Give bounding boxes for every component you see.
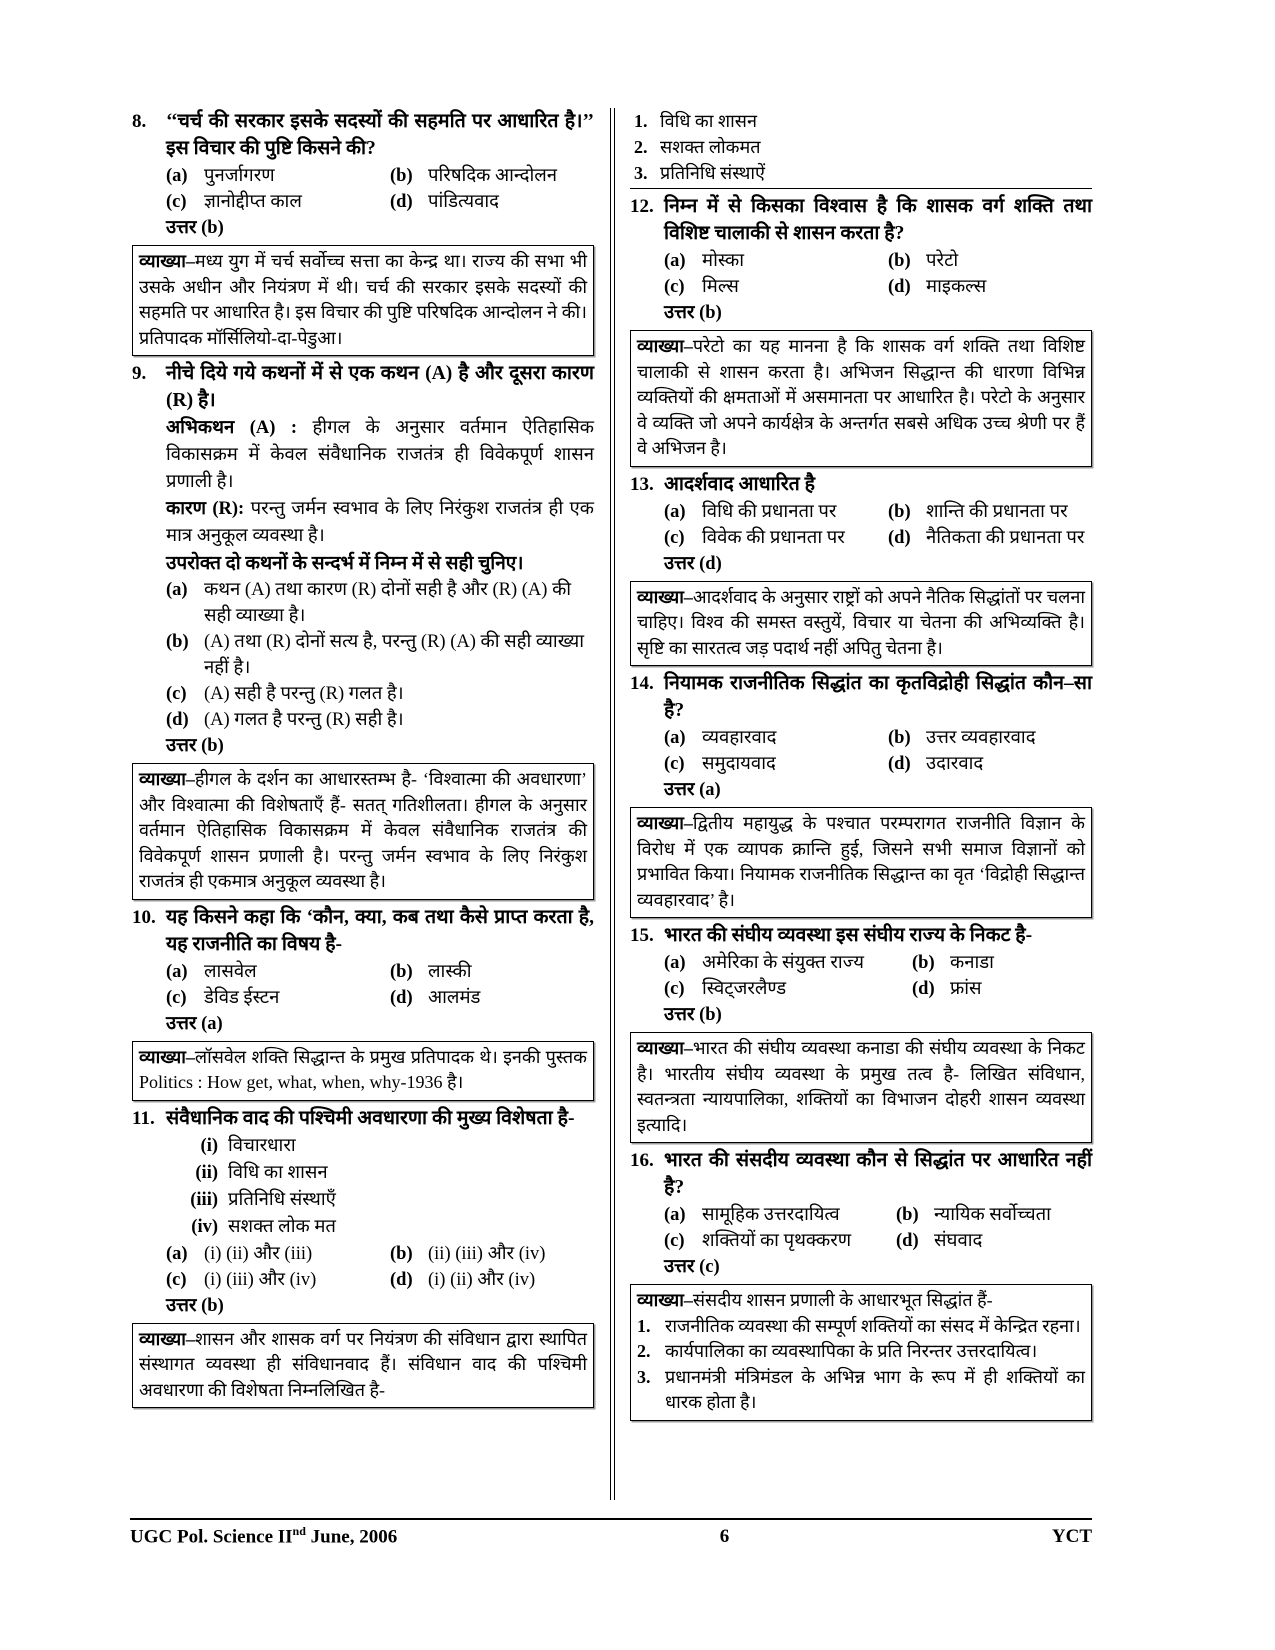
question-number: 12. (630, 196, 654, 217)
option-c[interactable] (166, 985, 390, 1011)
answer-label: उत्तर (166, 736, 197, 756)
option-row (664, 274, 1092, 300)
explanation-numbered-list (637, 1314, 1085, 1416)
option-text: स्विट्जरलैण्ड (702, 979, 787, 999)
option-a[interactable] (166, 1241, 390, 1267)
option-text: न्यायिक सर्वोच्चता (934, 1205, 1051, 1225)
answer-value: (a) (201, 1013, 223, 1034)
option-label: (c) (166, 684, 187, 704)
option-a[interactable] (166, 959, 390, 985)
option-c[interactable] (664, 525, 888, 551)
option-text: (ii) (iii) और (iv) (428, 1243, 546, 1264)
option-label: (a) (664, 1205, 686, 1225)
question-16-options (664, 1202, 1092, 1254)
question-number: 15. (630, 925, 654, 946)
answer-label: उत्तर (664, 1257, 695, 1277)
option-b[interactable] (896, 1202, 1092, 1228)
option-row (664, 976, 1092, 1002)
option-text: माइकल्स (926, 277, 987, 297)
option-row (664, 751, 1092, 777)
divider-rule (610, 108, 615, 1500)
explanation-label: व्याख्या– (637, 1290, 693, 1310)
option-row (166, 1241, 594, 1267)
option-row (664, 1202, 1092, 1228)
option-label: (a) (166, 1243, 188, 1264)
option-row (664, 725, 1092, 751)
option-b[interactable] (888, 725, 1092, 751)
reason-label: कारण (R): (166, 499, 245, 519)
item-text: सशक्त लोकमत (660, 137, 761, 157)
question-9 (132, 360, 594, 414)
option-text: परेटो (926, 251, 959, 271)
answer-value: (d) (699, 553, 722, 574)
question-11-items (166, 1133, 594, 1241)
answer-line (664, 551, 1092, 578)
question-text: भारत की संघीय व्यवस्था इस संघीय राज्य के निकट है- (664, 925, 1033, 946)
option-row (166, 1267, 594, 1293)
footer-separator (130, 1518, 1092, 1520)
explanation-text: हीगल के दर्शन का आधारस्तम्भ है- ‘विश्वात्मा की अवधारणा’ और विश्वात्मा की विशेषताएँ हैं- सतत् गतिशीलता। हीगल के अनुसार वर्तमान ऐतिहासिक विकासक्रम में केवल संवैधानिक राजतंत्र की विवेकपूर्ण शासन प्रणाली है। परन्तु जर्मन स्वभाव के लिए निरंकुश राजतंत्र ही एकमात्र अनुकूल व्यवस्था है। (139, 769, 587, 891)
footer-exam-rest: June, 2006 (305, 1526, 398, 1548)
option-label: (c) (664, 277, 685, 297)
item-text: प्रधानमंत्री मंत्रिमंडल के अभिन्न भाग के रूप में ही शक्तियों का धारक होता है। (665, 1366, 1085, 1412)
option-text: डेविड ईस्टन (204, 987, 280, 1008)
option-d[interactable] (888, 274, 1092, 300)
option-label: (b) (390, 961, 413, 982)
option-label: (d) (888, 754, 911, 774)
column-divider (602, 108, 622, 1500)
list-item (634, 160, 1092, 186)
explanation-label: व्याख्या– (637, 586, 693, 607)
option-text: कनाडा (950, 953, 994, 973)
option-c[interactable] (166, 1267, 390, 1293)
answer-line (166, 215, 594, 242)
option-text: आलमंड (428, 987, 481, 1008)
question-number: 11. (132, 1107, 155, 1129)
answer-line (664, 1002, 1092, 1029)
page-number: 6 (719, 1526, 730, 1548)
answer-value: (a) (699, 780, 721, 800)
question-number: 9. (132, 363, 147, 384)
list-item (634, 134, 1092, 160)
option-row (166, 163, 594, 189)
explanation-label: व्याख्या– (139, 1328, 195, 1349)
explanation-book-title: Politics : How get, what, when, why-1936 (139, 1072, 443, 1092)
answer-line (664, 300, 1092, 327)
explanation-text: परेटो का यह मानना है कि शासक वर्ग शक्ति तथा विशिष्ट चालाकी से शासन करता है। अभिजन सिद्धान्त की धारणा विभिन्न व्यक्तियों की क्षमताओं में असमानता पर आधारित है। परेटो के अनुसार वे व्यक्ति जो अपने कार्यक्षेत्र के अन्तर्गत सबसे अधिक उच्च श्रेणी पर हैं वे अभिजन है। (637, 336, 1085, 458)
option-label: (d) (896, 1231, 919, 1251)
question-9-instruction: उपरोक्त दो कथनों के सन्दर्भ में निम्न में से सही चुनिए। (166, 553, 524, 574)
explanation-label: व्याख्या– (637, 813, 693, 833)
list-item (166, 1187, 594, 1214)
item-label: (ii) (195, 1162, 218, 1183)
option-label: (d) (390, 192, 413, 212)
option-c[interactable] (166, 681, 594, 707)
footer-exam-name (130, 1524, 397, 1548)
question-15 (630, 922, 1092, 949)
option-text: कथन (A) तथा कारण (R) दोनों सही है और (R) (A) की सही व्याख्या है। (204, 580, 572, 626)
item-number: 3. (637, 1366, 651, 1387)
option-label: (d) (390, 1269, 413, 1290)
left-column (132, 108, 602, 1500)
option-label: (c) (166, 987, 187, 1008)
option-d[interactable] (896, 1228, 1092, 1254)
footer-publisher: YCT (1051, 1526, 1092, 1548)
item-text: राजनीतिक व्यवस्था की सम्पूर्ण शक्तियों का संसद में केन्द्रित रहना। (665, 1315, 1081, 1336)
question-14-options (664, 725, 1092, 777)
option-text: उत्तर व्यवहारवाद (926, 728, 1036, 748)
option-row (664, 525, 1092, 551)
explanation-box-12 (630, 330, 1092, 467)
answer-value: (b) (699, 303, 722, 323)
item-text: विधि का शासन (660, 111, 757, 131)
question-16 (630, 1147, 1092, 1201)
explanation-text-part1: लॉसवेल शक्ति सिद्धान्त के प्रमुख प्रतिपादक थे। इनकी पुस्तक (194, 1046, 587, 1067)
option-a[interactable] (664, 499, 888, 525)
option-text: लासवेल (204, 961, 257, 982)
option-b[interactable] (390, 959, 594, 985)
option-text: विवेक की प्रधानता पर (702, 527, 845, 548)
option-row (664, 248, 1092, 274)
option-d[interactable] (888, 525, 1092, 551)
explanation-label: व्याख्या– (139, 251, 195, 271)
explanation-label: व्याख्या– (139, 769, 195, 789)
option-text: ज्ञानोद्दीप्त काल (204, 192, 302, 212)
answer-value: (b) (201, 1295, 224, 1316)
option-text: (i) (ii) और (iv) (428, 1269, 536, 1290)
option-label: (c) (166, 192, 187, 212)
option-row (664, 499, 1092, 525)
continued-explanation-list (630, 108, 1092, 186)
question-text: यह किसने कहा कि ‘कौन, क्या, कब तथा कैसे प्राप्त करता है, यह राजनीति का विषय है- (166, 906, 594, 955)
option-row (166, 985, 594, 1011)
item-number: 2. (634, 137, 648, 157)
answer-line (166, 1011, 594, 1038)
option-text: फ्रांस (950, 979, 982, 999)
option-text: (A) तथा (R) दोनों सत्य है, परन्तु (R) (A) की सही व्याख्या नहीं है। (204, 632, 585, 678)
answer-label: उत्तर (166, 1013, 197, 1034)
question-13-options (664, 499, 1092, 551)
question-12-options (664, 248, 1092, 300)
option-label: (b) (912, 953, 935, 973)
option-b[interactable] (390, 163, 594, 189)
option-a[interactable] (664, 950, 912, 976)
option-label: (a) (166, 961, 188, 982)
option-c[interactable] (166, 189, 390, 215)
option-label: (b) (888, 728, 911, 748)
option-b[interactable] (888, 248, 1092, 274)
item-text: प्रतिनिधि संस्थाऐं (660, 163, 765, 183)
option-row (664, 1228, 1092, 1254)
two-column-layout (132, 108, 1092, 1500)
question-10-options (166, 959, 594, 1011)
explanation-box-11 (132, 1323, 594, 1409)
item-label: (iv) (191, 1216, 218, 1237)
question-number: 16. (630, 1150, 654, 1171)
answer-value: (b) (201, 736, 224, 756)
answer-label: उत्तर (664, 1005, 695, 1025)
item-label: (iii) (190, 1189, 218, 1210)
option-text: मोस्का (702, 251, 745, 271)
explanation-label: व्याख्या– (637, 1038, 693, 1058)
option-b[interactable] (888, 499, 1092, 525)
reason-text: परन्तु जर्मन स्वभाव के लिए निरंकुश राजतंत्र ही एक मात्र अनुकूल व्यवस्था है। (166, 499, 594, 546)
option-c[interactable] (664, 1228, 896, 1254)
answer-line (664, 777, 1092, 804)
explanation-box-15 (630, 1032, 1092, 1143)
explanation-text: आदर्शवाद के अनुसार राष्ट्रों को अपने नैतिक सिद्धांतों पर चलना चाहिए। विश्व की समस्त वस्तुयें, विचार या चेतना की अभिव्यक्ति है। सृष्टि का सारतत्व जड़ पदार्थ नहीं अपितु चेतना है। (637, 586, 1085, 658)
answer-line (664, 1254, 1092, 1281)
option-text: व्यवहारवाद (702, 728, 777, 748)
question-11-options (166, 1241, 594, 1293)
option-text: उदारवाद (926, 754, 984, 774)
question-8-options (166, 163, 594, 215)
explanation-text-part2: है। (442, 1072, 464, 1092)
assertion-text: हीगल के अनुसार वर्तमान ऐतिहासिक विकासक्रम में केवल संवैधानिक राजतंत्र ही विवेकपूर्ण शासन प्रणाली है। (166, 418, 594, 492)
option-a[interactable] (664, 1202, 896, 1228)
option-text: (A) सही है परन्तु (R) गलत है। (204, 684, 404, 704)
option-d[interactable] (390, 1267, 594, 1293)
option-text: (i) (ii) और (iii) (204, 1243, 313, 1264)
option-label: (d) (166, 710, 189, 730)
explanation-box-10 (132, 1041, 594, 1101)
answer-label: उत्तर (664, 780, 695, 800)
option-text: शक्तियों का पृथक्करण (702, 1231, 852, 1251)
list-item (166, 1214, 594, 1241)
option-label: (d) (912, 979, 935, 999)
option-label: (b) (896, 1205, 919, 1225)
list-item (637, 1314, 1085, 1340)
option-label: (d) (888, 527, 911, 548)
explanation-box-8 (132, 245, 594, 356)
option-b[interactable] (166, 629, 594, 681)
explanation-box-9 (132, 763, 594, 900)
option-a[interactable] (166, 163, 390, 189)
option-text: मिल्स (702, 277, 739, 297)
question-13 (630, 471, 1092, 498)
question-text: संवैधानिक वाद की पश्चिमी अवधारणा की मुख्य विशेषता है- (166, 1107, 575, 1129)
question-14 (630, 670, 1092, 724)
item-number: 1. (637, 1315, 651, 1336)
explanation-intro (637, 1288, 1085, 1314)
item-text: विचारधारा (228, 1135, 296, 1156)
option-label: (a) (664, 728, 686, 748)
item-number: 3. (634, 163, 648, 183)
explanation-label: व्याख्या– (637, 336, 693, 356)
explanation-intro-text: संसदीय शासन प्रणाली के आधारभूत सिद्धांत हैं- (692, 1290, 993, 1310)
option-label: (a) (166, 166, 188, 186)
option-text: पुनर्जागरण (204, 166, 275, 186)
option-d[interactable] (912, 976, 1092, 1002)
option-d[interactable] (166, 707, 594, 733)
question-text: नियामक राजनीतिक सिद्धांत का कृतविद्रोही सिद्धांत कौन–सा है? (664, 673, 1092, 721)
explanation-box-14 (630, 807, 1092, 918)
option-label: (b) (888, 251, 911, 271)
footer-exam-sup: nd (292, 1524, 306, 1538)
answer-label: उत्तर (664, 303, 695, 323)
option-a[interactable] (664, 248, 888, 274)
option-text: संघवाद (934, 1231, 983, 1251)
option-d[interactable] (390, 985, 594, 1011)
assertion-label: अभिकथन (A) : (166, 418, 297, 438)
question-number: 13. (630, 473, 654, 495)
question-11 (132, 1105, 594, 1132)
question-text: आदर्शवाद आधारित है (664, 473, 816, 495)
option-text: पांडित्यवाद (428, 192, 499, 212)
question-text: निम्न में से किसका विश्वास है कि शासक वर्ग शक्ति तथा विशिष्ट चालाकी से शासन करता है? (664, 196, 1092, 244)
explanation-label: व्याख्या– (139, 1046, 195, 1067)
question-number: 8. (132, 111, 147, 132)
question-text: ‘‘चर्च की सरकार इसके सदस्यों की सहमति पर आधारित है।’’ इस विचार की पुष्टि किसने की? (166, 111, 594, 159)
option-label: (a) (664, 501, 686, 522)
list-item (166, 1133, 594, 1160)
explanation-text: शासन और शासक वर्ग पर नियंत्रण की संविधान द्वारा स्थापित संस्थागत व्यवस्था ही संविधानवाद हैं। संविधान वाद की पश्चिमी अवधारणा की विशेषता निम्नलिखित है- (139, 1328, 587, 1400)
item-text: विधि का शासन (228, 1162, 328, 1183)
item-number: 1. (634, 111, 648, 131)
question-8 (132, 108, 594, 162)
option-a[interactable] (166, 577, 594, 629)
explanation-box-16 (630, 1284, 1092, 1421)
answer-value: (c) (699, 1257, 720, 1277)
option-text: विधि की प्रधानता पर (702, 501, 837, 522)
option-label: (c) (664, 979, 685, 999)
option-b[interactable] (390, 1241, 594, 1267)
option-label: (d) (390, 987, 413, 1008)
answer-label: उत्तर (166, 218, 197, 238)
option-a[interactable] (664, 725, 888, 751)
option-text: अमेरिका के संयुक्त राज्य (702, 953, 865, 973)
option-label: (c) (166, 1269, 187, 1290)
explanation-text: मध्य युग में चर्च सर्वोच्च सत्ता का केन्द्र था। राज्य की सभा भी उसके अधीन और नियंत्रण में थी। चर्च की सरकार इसके सदस्यों की सहमति पर आधारित है। इस विचार की पुष्टि परिषदिक आन्दोलन ने की। प्रतिपादक मॉर्सिलियो-दा-पेडुआ। (139, 251, 587, 348)
option-d[interactable] (888, 751, 1092, 777)
explanation-box-13 (630, 581, 1092, 667)
item-text: प्रतिनिधि संस्थाएँ (228, 1189, 336, 1210)
list-item (634, 108, 1092, 134)
assertion-block (166, 415, 594, 496)
option-text: शान्ति की प्रधानता पर (926, 501, 1068, 522)
question-text: नीचे दिये गये कथनों में से एक कथन (A) है और दूसरा कारण (R) है। (166, 363, 594, 411)
explanation-text: द्वितीय महायुद्ध के पश्चात परम्परागत राजनीति विज्ञान के विरोध में एक व्यापक क्रान्ति हुई, जिसने सभी समाज विज्ञानों को प्रभावित किया। नियामक राजनीतिक सिद्धान्त का वृत ‘विद्रोही सिद्धान्त व्यवहारवाद’ है। (637, 813, 1085, 910)
option-label: (b) (166, 632, 189, 652)
option-label: (a) (664, 251, 686, 271)
option-b[interactable] (912, 950, 1092, 976)
page-footer (130, 1524, 1092, 1548)
question-12 (630, 193, 1092, 247)
option-row (664, 950, 1092, 976)
option-text: (A) गलत है परन्तु (R) सही है। (204, 710, 404, 730)
option-label: (b) (390, 1243, 413, 1264)
question-10 (132, 904, 594, 958)
question-9-options (166, 577, 594, 733)
option-text: समुदायवाद (702, 754, 776, 774)
answer-line (166, 1293, 594, 1320)
question-text: भारत की संसदीय व्यवस्था कौन से सिद्धांत पर आधारित नहीं है? (664, 1150, 1092, 1198)
option-text: (i) (iii) और (iv) (204, 1269, 317, 1290)
answer-label: उत्तर (664, 553, 695, 574)
option-text: सामूहिक उत्तरदायित्व (702, 1205, 840, 1225)
option-c[interactable] (664, 274, 888, 300)
explanation-text: भारत की संघीय व्यवस्था कनाडा की संघीय व्यवस्था के निकट है। भारतीय संघीय व्यवस्था के प्रमुख तत्व है- लिखित संविधान, स्वतन्त्रता न्यायपालिका, शक्तियों का विभाजन दोहरी शासन व्यवस्था इत्यादि। (637, 1038, 1085, 1135)
answer-label: उत्तर (166, 1295, 197, 1316)
option-label: (c) (664, 527, 685, 548)
item-number: 2. (637, 1341, 651, 1361)
section-separator (630, 188, 1092, 189)
option-label: (c) (664, 754, 685, 774)
question-number: 14. (630, 673, 654, 694)
answer-value: (b) (201, 218, 224, 238)
option-row (166, 189, 594, 215)
right-column (622, 108, 1092, 1500)
question-15-options (664, 950, 1092, 1002)
option-label: (a) (166, 580, 188, 600)
option-text: नैतिकता की प्रधानता पर (926, 527, 1085, 548)
option-c[interactable] (664, 976, 912, 1002)
list-item (166, 1160, 594, 1187)
list-item (637, 1339, 1085, 1365)
option-row (166, 959, 594, 985)
question-number: 10. (132, 906, 156, 928)
item-label: (i) (200, 1135, 218, 1156)
answer-line (166, 733, 594, 760)
option-d[interactable] (390, 189, 594, 215)
footer-exam-main: UGC Pol. Science II (130, 1526, 293, 1548)
option-label: (a) (664, 953, 686, 973)
option-text: परिषदिक आन्दोलन (428, 166, 558, 186)
option-label: (c) (664, 1231, 685, 1251)
option-label: (b) (390, 166, 413, 186)
option-c[interactable] (664, 751, 888, 777)
option-text: लास्की (428, 961, 472, 982)
reason-block (166, 496, 594, 550)
item-text: सशक्त लोक मत (228, 1216, 336, 1237)
option-label: (b) (888, 501, 911, 522)
answer-value: (b) (699, 1005, 722, 1025)
list-item (637, 1365, 1085, 1416)
option-label: (d) (888, 277, 911, 297)
item-text: कार्यपालिका का व्यवस्थापिका के प्रति निरन्तर उत्तरदायित्व। (665, 1341, 1038, 1361)
